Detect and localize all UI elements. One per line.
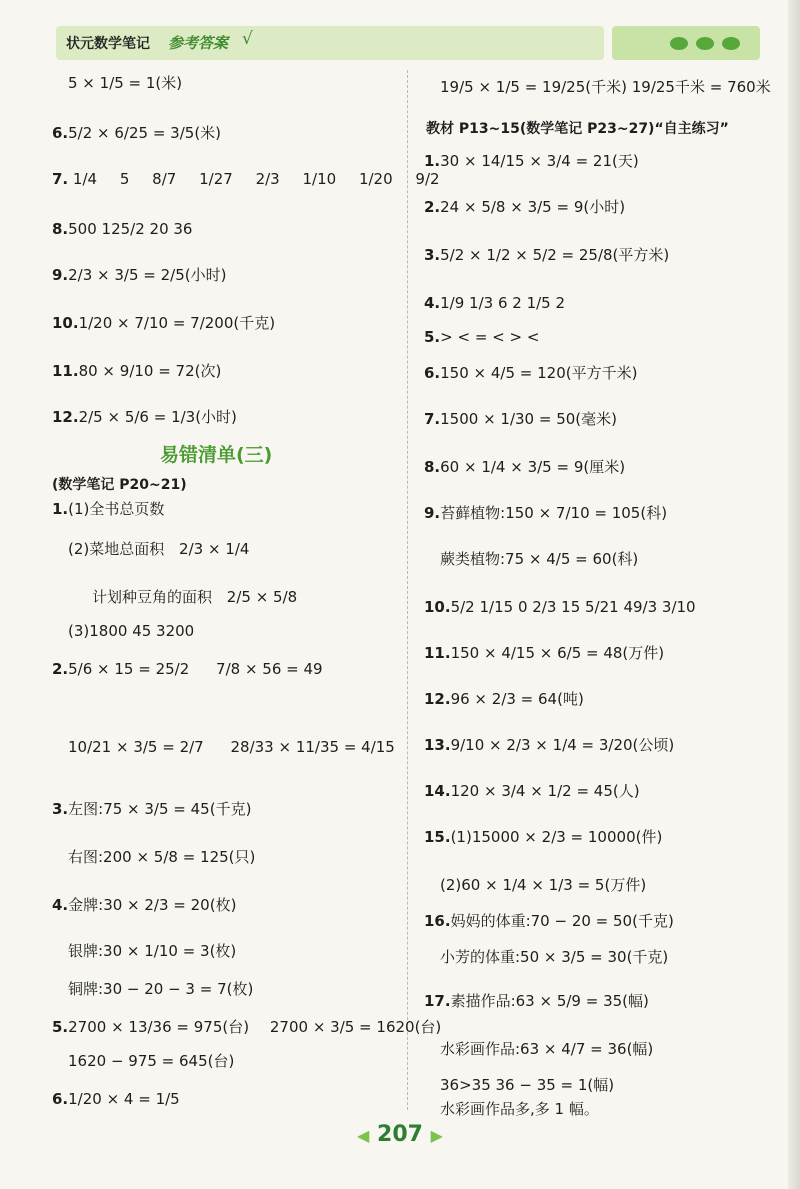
answer-text: 素描作品:63 × 5/9 = 35(幅) — [450, 992, 649, 1010]
answer-text: > < = < > < — [440, 328, 540, 346]
answer-text: 500 125/2 20 36 — [68, 220, 193, 238]
answer-text: 36>35 36 − 35 = 1(幅) — [440, 1076, 615, 1094]
section-title: 易错清单(三) — [160, 444, 273, 466]
answer-text: 60 × 1/4 × 3/5 = 9(厘米) — [440, 458, 626, 476]
answer-text: 28/33 × 11/35 = 4/15 — [230, 738, 395, 756]
answer-text: 19/5 × 1/5 = 19/25(千米) 19/25千米 = 760米 — [440, 78, 771, 96]
answer-text: 5/6 × 15 = 25/2 — [68, 660, 190, 678]
answer-subline — [440, 876, 646, 894]
dot-icon — [696, 37, 714, 50]
item-number: 12. — [424, 690, 451, 708]
answer-text: 1/20 × 4 = 1/5 — [68, 1090, 180, 1108]
item-number: 8. — [52, 220, 69, 238]
answer-value: 1/27 — [199, 170, 233, 188]
item-number: 16. — [424, 912, 451, 930]
item-number: 12. — [52, 408, 79, 426]
answer-subline — [68, 622, 194, 640]
answer-subline — [68, 848, 255, 866]
item-number: 11. — [52, 362, 79, 380]
item-number: 6. — [52, 124, 69, 142]
item-number: 9. — [424, 504, 441, 522]
header-decoration — [612, 26, 760, 60]
answer-subline — [440, 948, 668, 966]
answer-text: 金牌:30 × 2/3 = 20(枚) — [68, 896, 237, 914]
item-number: 4. — [424, 294, 441, 312]
source-reference: (数学笔记 P20~21) — [52, 477, 187, 493]
answer-value: 9/2 — [415, 170, 440, 188]
item-number: 7. — [424, 410, 441, 428]
answer-item-3 — [52, 800, 251, 818]
answer-text: 9/10 × 2/3 × 1/4 = 3/20(公顷) — [450, 736, 675, 754]
answer-value: 1/20 — [358, 170, 393, 188]
answer-value: 5 — [119, 170, 130, 188]
answers-label: 参考答案 — [168, 34, 229, 52]
answer-text: 银牌:30 × 1/10 = 3(枚) — [68, 942, 237, 960]
answer-item-4 — [52, 896, 236, 914]
answer-item-r16 — [424, 912, 674, 930]
item-number: 1. — [424, 152, 441, 170]
answer-text: 小芳的体重:50 × 3/5 = 30(千克) — [440, 948, 669, 966]
answer-value: 1/4 — [72, 170, 98, 188]
answer-item-r3 — [424, 246, 669, 264]
answer-text: 5/2 × 1/2 × 5/2 = 25/8(平方米) — [440, 246, 670, 264]
answer-item-r5 — [424, 328, 539, 346]
answer-subline — [68, 980, 253, 998]
item-number: 1. — [52, 500, 69, 518]
right-arrow-icon: ▶ — [430, 1126, 443, 1145]
answer-item-r6 — [424, 364, 637, 382]
answer-text: 5 × 1/5 = 1(米) — [68, 74, 183, 92]
answer-text: 妈妈的体重:70 − 20 = 50(千克) — [450, 912, 674, 930]
answer-text: 96 × 2/3 = 64(吨) — [450, 690, 584, 708]
answer-subline: 计划种豆角的面积 2/5 × 5/8 — [92, 588, 298, 606]
answer-text: 5/2 × 6/25 = 3/5(米) — [68, 124, 222, 142]
answer-text: 1/20 × 7/10 = 7/200(千克) — [78, 314, 276, 332]
left-arrow-icon: ◀ — [357, 1126, 370, 1145]
answer-item-r7 — [424, 410, 617, 428]
item-number: 13. — [424, 736, 451, 754]
answer-subline — [68, 942, 236, 960]
answer-text: (1)全书总页数 — [68, 500, 165, 518]
book-title: 状元数学笔记 — [66, 36, 150, 52]
answer-item-r14 — [424, 782, 640, 800]
answer-item-6 — [52, 124, 221, 142]
item-number: 4. — [52, 896, 69, 914]
answer-text: 左图:75 × 3/5 = 45(千克) — [68, 800, 252, 818]
answer-text: 计划种豆角的面积 — [92, 588, 213, 606]
check-icon: √ — [242, 29, 253, 49]
answer-value: 8/7 — [152, 170, 177, 188]
item-number: 15. — [424, 828, 451, 846]
answer-text: 5/2 1/15 0 2/3 15 5/21 49/3 3/10 — [450, 598, 696, 616]
answer-item-r10 — [424, 598, 696, 616]
answer-text: 150 × 4/15 × 6/5 = 48(万件) — [450, 644, 665, 662]
answer-subline — [440, 550, 638, 568]
answer-item-6b — [52, 1090, 180, 1108]
answer-item-r2 — [424, 198, 625, 216]
answer-item-r1 — [424, 152, 639, 170]
item-number: 2. — [424, 198, 441, 216]
answer-item-r13 — [424, 736, 674, 754]
header-bar — [56, 26, 604, 60]
answer-subline — [440, 1100, 599, 1118]
item-number: 10. — [52, 314, 79, 332]
answer-value: 1/10 — [302, 170, 337, 188]
column-divider — [407, 70, 408, 1110]
answer-subline: (2)菜地总面积 2/3 × 1/4 — [68, 540, 250, 558]
item-number: 7. — [52, 170, 69, 188]
answer-text: (3)1800 45 3200 — [68, 622, 195, 640]
answer-subline — [440, 1040, 653, 1058]
item-number: 3. — [424, 246, 441, 264]
answer-text: 120 × 3/4 × 1/2 = 45(人) — [450, 782, 640, 800]
answer-text: 苔藓植物:150 × 7/10 = 105(科) — [440, 504, 668, 522]
item-number: 5. — [424, 328, 441, 346]
answer-item-r15 — [424, 828, 662, 846]
page-number: 207 — [377, 1122, 423, 1147]
answer-line — [68, 74, 182, 92]
answer-text: 蕨类植物:75 × 4/5 = 60(科) — [440, 550, 639, 568]
answer-text: 2/5 × 5/6 = 1/3(小时) — [78, 408, 237, 426]
item-number: 2. — [52, 660, 69, 678]
answer-text: 水彩画作品:63 × 4/7 = 36(幅) — [440, 1040, 654, 1058]
item-number: 11. — [424, 644, 451, 662]
item-number: 3. — [52, 800, 69, 818]
page-footer — [0, 1122, 800, 1147]
dot-icon — [722, 37, 740, 50]
item-number: 17. — [424, 992, 451, 1010]
answer-text: 1/9 1/3 6 2 1/5 2 — [440, 294, 566, 312]
answer-text: 1620 − 975 = 645(台) — [68, 1052, 235, 1070]
answer-item-r17 — [424, 992, 649, 1010]
answer-text: (2)60 × 1/4 × 1/3 = 5(万件) — [440, 876, 647, 894]
item-number: 14. — [424, 782, 451, 800]
item-number: 6. — [424, 364, 441, 382]
answer-subline — [68, 1052, 234, 1070]
item-number: 9. — [52, 266, 69, 284]
answer-item-7 — [52, 170, 440, 188]
answer-subline — [68, 738, 395, 756]
answer-item-8 — [52, 220, 192, 238]
answer-text: 24 × 5/8 × 3/5 = 9(小时) — [440, 198, 626, 216]
answer-text: 150 × 4/5 = 120(平方千米) — [440, 364, 638, 382]
answer-item-12 — [52, 408, 237, 426]
answer-text: 1500 × 1/30 = 50(毫米) — [440, 410, 617, 428]
answer-item-r8 — [424, 458, 625, 476]
answer-item-11 — [52, 362, 221, 380]
answer-item-1 — [52, 500, 164, 518]
answer-item-10 — [52, 314, 275, 332]
answer-text: 80 × 9/10 = 72(次) — [78, 362, 222, 380]
answer-value: 2/3 — [255, 170, 280, 188]
item-number: 8. — [424, 458, 441, 476]
answer-subline — [440, 1076, 614, 1094]
answer-line — [440, 78, 771, 96]
item-number: 10. — [424, 598, 451, 616]
answer-item-5 — [52, 1018, 441, 1036]
answer-item-r12 — [424, 690, 584, 708]
source-reference: 教材 P13~15(数学笔记 P23~27)“自主练习” — [426, 121, 729, 137]
answer-text: (2)菜地总面积 — [68, 540, 165, 558]
page-edge — [788, 0, 800, 1189]
answer-text: 水彩画作品多,多 1 幅。 — [440, 1100, 599, 1118]
answer-item-r4 — [424, 294, 565, 312]
answer-text: (1)15000 × 2/3 = 10000(件) — [450, 828, 663, 846]
answer-item-r11 — [424, 644, 664, 662]
answer-text: 铜牌:30 − 20 − 3 = 7(枚) — [68, 980, 254, 998]
answer-text: 10/21 × 3/5 = 2/7 — [68, 738, 204, 756]
answer-text: 右图:200 × 5/8 = 125(只) — [68, 848, 256, 866]
item-number: 5. — [52, 1018, 69, 1036]
answer-text: 30 × 14/15 × 3/4 = 21(天) — [440, 152, 639, 170]
answer-text: 2700 × 3/5 = 1620(台) — [269, 1018, 442, 1036]
item-number: 6. — [52, 1090, 69, 1108]
answer-item-2 — [52, 660, 323, 678]
answer-item-r9 — [424, 504, 667, 522]
answer-item-9 — [52, 266, 226, 284]
answer-text: 2/3 × 3/5 = 2/5(小时) — [68, 266, 227, 284]
answer-text: 2700 × 13/36 = 975(台) — [68, 1018, 250, 1036]
dot-icon — [670, 37, 688, 50]
answer-text: 7/8 × 56 = 49 — [216, 660, 323, 678]
